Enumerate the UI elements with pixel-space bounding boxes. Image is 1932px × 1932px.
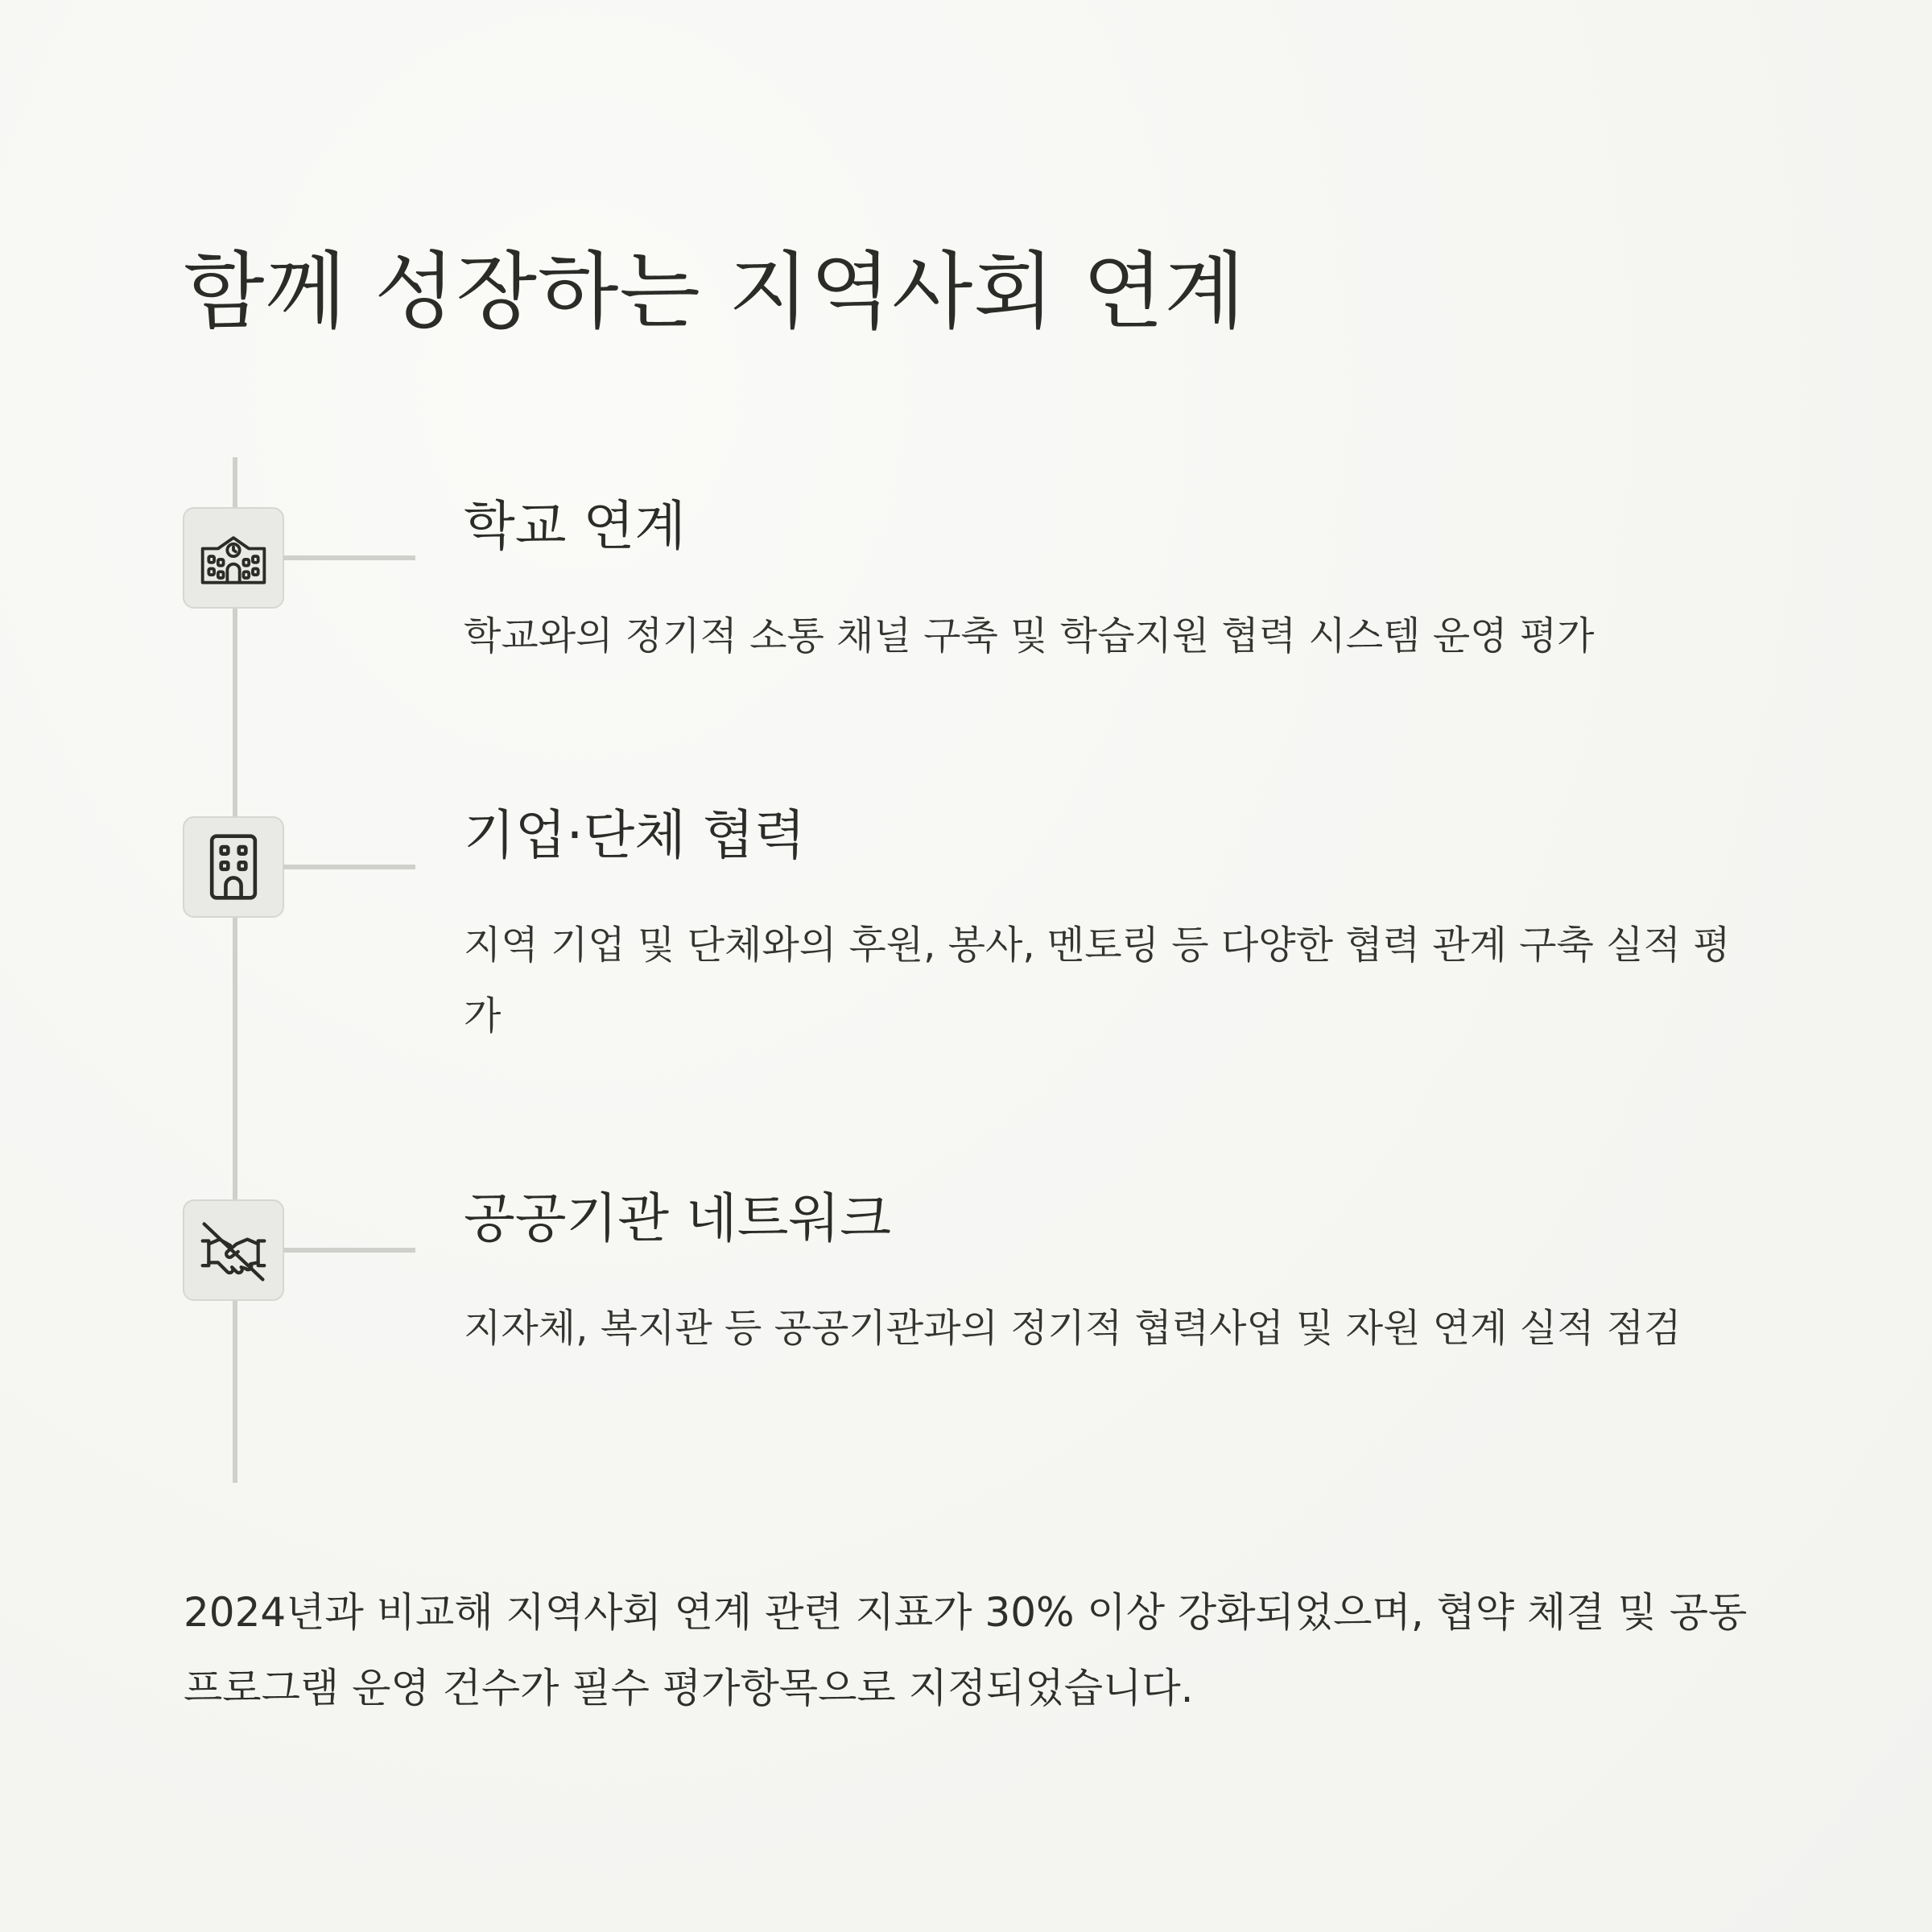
connector-3 xyxy=(283,1248,415,1253)
item-title-school: 학교 연계 xyxy=(464,495,687,557)
connector-1 xyxy=(283,555,415,560)
connector-2 xyxy=(283,865,415,869)
item-title-public: 공공기관 네트워크 xyxy=(464,1187,892,1249)
footer-text: 2024년과 비교해 지역사회 연계 관련 지표가 30% 이상 강화되었으며, 협약 체결 및 공동프로그램 운영 건수가 필수 평가항목으로 지정되었습니다. xyxy=(184,1589,1748,1711)
item-title-business: 기업·단체 협력 xyxy=(464,804,806,866)
page-title: 함께 성장하는 지역사회 연계 xyxy=(184,242,1246,341)
item-desc-public: 지자체, 복지관 등 공공기관과의 정기적 협력사업 및 자원 연계 실적 점검 xyxy=(464,1306,1682,1351)
item-desc-business: 지역 기업 및 단체와의 후원, 봉사, 멘토링 등 다양한 협력 관계 구축 실적 평가 xyxy=(464,923,1731,1038)
timeline-line xyxy=(233,457,237,1483)
school-icon xyxy=(196,521,270,595)
handshake-icon-box xyxy=(183,1199,284,1301)
school-icon-box xyxy=(183,507,284,609)
item-desc-school: 학교와의 정기적 소통 채널 구축 및 학습지원 협력 시스템 운영 평가 xyxy=(464,613,1595,658)
handshake-off-icon xyxy=(196,1213,270,1287)
building-icon-box xyxy=(183,816,284,918)
building-icon xyxy=(196,830,270,904)
